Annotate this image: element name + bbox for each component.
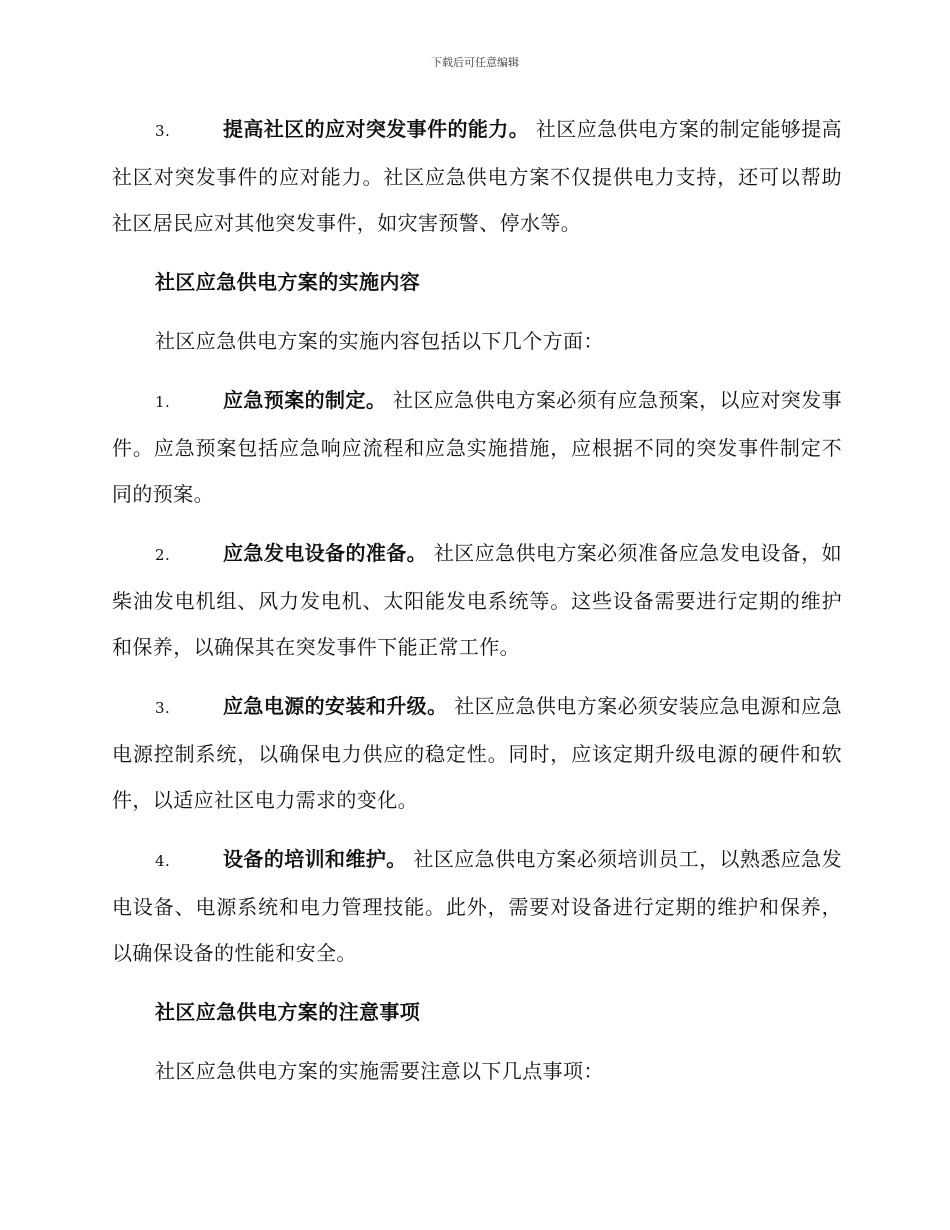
- list-number: 1.: [155, 393, 171, 411]
- list-item-body: 社区应急供电方案必须准备应急发电设备，如柴油发电机组、风力发电机、太阳能发电系统等。这些设备需要进行定期的维护和保养，以确保其在突发事件下能正常工作。: [112, 541, 843, 659]
- list-number: 3.: [155, 699, 171, 717]
- list-number: 2.: [155, 546, 171, 564]
- list-number: 4.: [155, 852, 171, 870]
- list-item: [112, 683, 842, 823]
- section-intro: 社区应急供电方案的实施需要注意以下几点事项：: [155, 1059, 604, 1083]
- document-body: [112, 106, 842, 1107]
- list-item-title: 提高社区的应对突发事件的能力。: [223, 117, 530, 141]
- section-heading: 社区应急供电方案的注意事项: [155, 1000, 421, 1024]
- header-note: 下载后可任意编辑: [431, 56, 519, 69]
- list-item: [112, 106, 842, 246]
- list-item-body: 社区应急供电方案的制定能够提高社区对突发事件的应对能力。社区应急供电方案不仅提供电力支持，还可以帮助社区居民应对其他突发事件，如灾害预警、停水等。: [112, 117, 842, 235]
- list-item-title: 设备的培训和维护。: [223, 847, 407, 871]
- list-item-body: 社区应急供电方案必须安装应急电源和应急电源控制系统，以确保电力供应的稳定性。同时，应该定期升级电源的硬件和软件，以适应社区电力需求的变化。: [112, 694, 842, 812]
- list-item-body: 社区应急供电方案必须培训员工，以熟悉应急发电设备、电源系统和电力管理技能。此外，需要对设备进行定期的维护和保养，以确保设备的性能和安全。: [112, 847, 842, 965]
- list-item-title: 应急电源的安装和升级。: [223, 694, 448, 718]
- list-item-title: 应急发电设备的准备。: [223, 541, 428, 565]
- section-heading: 社区应急供电方案的实施内容: [155, 270, 421, 294]
- list-item: [112, 530, 842, 670]
- list-item-title: 应急预案的制定。: [223, 388, 387, 412]
- list-item: [112, 836, 842, 976]
- list-item-body: 社区应急供电方案必须有应急预案，以应对突发事件。应急预案包括应急响应流程和应急实施措施，应根据不同的突发事件制定不同的预案。: [112, 388, 842, 506]
- list-number: 3.: [155, 122, 171, 140]
- list-item: [112, 377, 842, 517]
- section-intro: 社区应急供电方案的实施内容包括以下几个方面：: [155, 329, 604, 353]
